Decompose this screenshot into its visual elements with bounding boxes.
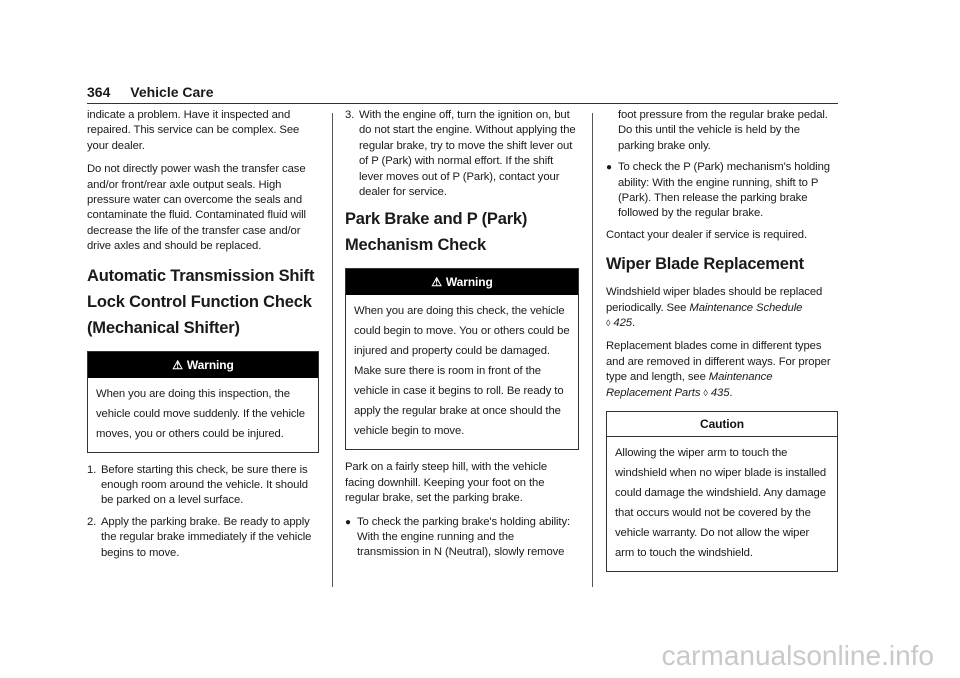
step-text: Apply the parking brake. Be ready to apply the regular brake immediately if the vehicle begins to move. (101, 515, 312, 559)
section-title: Vehicle Care (130, 84, 214, 100)
warning-box (87, 351, 319, 453)
warning-text: When you are doing this inspection, the vehicle could move suddenly. If the vehicle moves, you or others could be injured. (96, 387, 305, 440)
list-item (606, 160, 838, 222)
section-heading: Wiper Blade Replacement (606, 255, 804, 274)
paragraph: Park on a fairly steep hill, with the vehicle facing downhill. Keeping your foot on the regular brake, set the parking brake. (345, 461, 548, 505)
watermark (0, 636, 960, 678)
warning-box (345, 268, 579, 450)
cross-reference-link[interactable]: Maintenance Schedule (689, 301, 803, 314)
paragraph: Contact your dealer if service is required. (606, 228, 808, 241)
step-number: 1. (87, 463, 97, 476)
page-reference[interactable]: 425 (613, 317, 632, 330)
caution-box (606, 411, 838, 572)
warning-header (88, 352, 318, 378)
bullet-continued-text: foot pressure from the regular brake pedal. Do this until the vehicle is held by the parking brake only. (618, 109, 828, 152)
page-reference-icon: ◊ (703, 387, 708, 398)
step-number: 2. (87, 515, 97, 528)
warning-icon: ⚠ (431, 275, 442, 290)
step-text: With the engine off, turn the ignition on, but do not start the engine. Without applying the regular brake, try to move the shift lever out of P (Park) with normal effort. If the shift lever moves out of P (Park), contact your dealer for service. (359, 109, 576, 199)
page-reference-icon: ◊ (606, 318, 611, 329)
step-number: 3. (345, 109, 355, 121)
warning-title: Warning (186, 357, 234, 372)
bullet-text: To check the parking brake's holding ability: With the engine running and the transmission in N (Neutral), slowly remove (357, 515, 571, 559)
warning-text: When you are doing this check, the vehicle could begin to move. You or others could be injured and property could be damaged. Make sure there is room in front of the vehicle in case it begins to roll. Be ready to apply the regular brake at once should the vehicle begin to move. (354, 305, 570, 438)
header-rule (87, 103, 838, 104)
bullet-list (345, 515, 579, 561)
step-text: Before starting this check, be sure there is enough room around the vehicle. It should be parked on a level surface. (101, 463, 308, 507)
paragraph: Do not directly power wash the transfer case and/or front/rear axle output seals. High pressure water can overcome the seals and contaminate the fluid. Contaminated fluid will decrease the life of the transfer case and/or drive axles and should be replaced. (87, 163, 306, 253)
column-divider-1 (332, 113, 333, 587)
bullet-icon: ● (606, 162, 612, 174)
watermark-text: carmanualsonline.info (661, 640, 934, 671)
column-2 (345, 108, 579, 567)
bullet-list (606, 160, 838, 222)
caution-text: Allowing the wiper arm to touch the windshield when no wiper blade is installed could damage the windshield. Any damage that occurs would not be covered by the vehicle warranty. Do not allow the wiper arm to touch the windshield. (615, 447, 827, 560)
list-item (87, 463, 319, 509)
warning-title: Warning (445, 275, 493, 290)
paragraph-text: Windshield wiper blades should be replaced periodically. See (606, 286, 823, 314)
page-header (87, 84, 838, 104)
bullet-text: To check the P (Park) mechanism's holding ability: With the engine running, shift to P (Park). Then release the parking brake followed by the regular brake. (618, 161, 830, 220)
section-heading: Park Brake and P (Park) Mechanism Check (345, 210, 528, 255)
column-3 (606, 108, 838, 582)
column-divider-2 (592, 113, 593, 587)
cross-reference-link[interactable]: Maintenance Replacement Parts (606, 371, 773, 399)
paragraph: Replacement blades come in different types and are removed in different ways. For proper type and length, see Maintenance Replacement Parts ◊ 435. (606, 340, 831, 399)
list-item (345, 515, 579, 561)
warning-icon: ⚠ (172, 357, 183, 372)
column-1 (87, 108, 319, 567)
paragraph-text: Replacement blades come in different types and are removed in different ways. For proper type and length, see (606, 340, 831, 384)
steps-list-continued (345, 108, 579, 200)
warning-header (346, 269, 578, 295)
steps-list (87, 463, 319, 561)
page-number: 364 (87, 84, 111, 100)
page-reference[interactable]: 435 (710, 386, 730, 399)
section-heading: Automatic Transmission Shift Lock Control Function Check (Mechanical Shifter) (87, 266, 315, 337)
list-item (345, 108, 579, 200)
paragraph: indicate a problem. Have it inspected and repaired. This service can be complex. See your dealer. (87, 109, 300, 152)
bullet-icon: ● (345, 516, 351, 528)
caution-header: Caution (607, 412, 837, 437)
paragraph: Windshield wiper blades should be replaced periodically. See Maintenance Schedule ◊ 425. (606, 286, 823, 330)
list-item (87, 515, 319, 561)
